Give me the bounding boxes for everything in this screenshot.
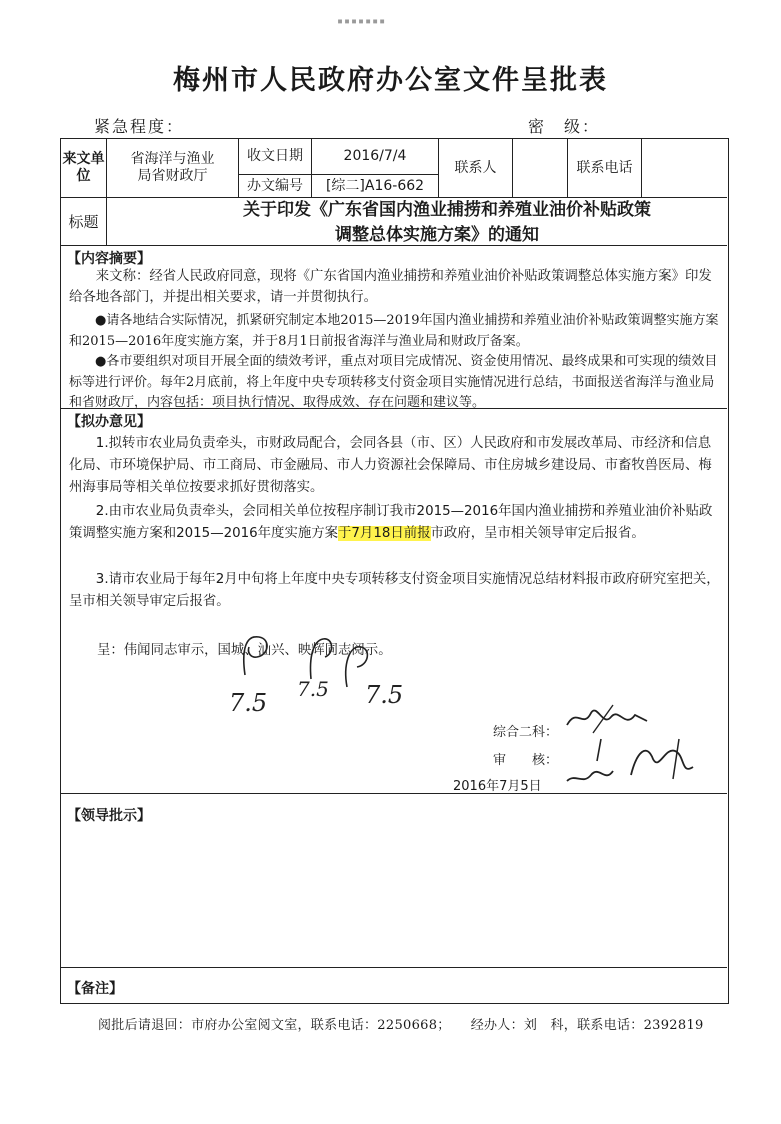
- opinion-heading: 【拟办意见】: [67, 414, 151, 430]
- opinion-paragraph-1: 1.拟转市农业局负责牵头，市财政局配合，会同各县（市、区）人民政府和市发展改革局、市经济和信息化局、市环境保护局、市工商局、市金融局、市人力资源社会保障局、市住房城乡建设局、市畜牧兽医局、梅州海事局等相关单位按要求抓好贯彻落实。: [69, 436, 712, 495]
- secrecy-label: 密 级：: [528, 117, 601, 136]
- initials-scribble-2: [331, 635, 391, 695]
- doc-no-label: 办文编号: [247, 177, 303, 194]
- subject-line-2: 调整总体实施方案》的通知: [335, 225, 539, 245]
- circulate-note: 呈：伟闻同志审示，国城、汕兴、映辉同志阅示。: [97, 643, 392, 658]
- phone-value: [642, 139, 727, 197]
- contact-value: [513, 139, 567, 197]
- reviewer-signature: [561, 731, 711, 791]
- opinion-paragraph-2: [69, 501, 723, 545]
- remarks-heading: 【备注】: [67, 981, 123, 997]
- footer-note: 阅批后请退回：市府办公室阅文室，联系电话：2250668； 经办人：刘 科，联系电话：2392819: [98, 1018, 704, 1033]
- top-stamp-mark: ▪▪▪▪▪▪▪: [337, 16, 387, 27]
- approval-form: [60, 138, 729, 1004]
- leader-heading: 【领导批示】: [67, 808, 151, 824]
- subject-title: [107, 198, 727, 245]
- page-title: 梅州市人民政府办公室文件呈批表: [173, 65, 608, 96]
- opinion-p2-text: 2.由市农业局负责牵头，会同相关单位按程序制订我市2015—2016年国内渔业捕捞和养殖业油价补贴政策调整实施方案和2015—2016年度实施方案: [69, 504, 713, 541]
- summary-heading: 【内容摘要】: [67, 251, 151, 267]
- department-label: 综合二科：: [493, 725, 559, 740]
- phone-label: 联系电话: [576, 159, 633, 176]
- review-label: 审 核：: [493, 753, 559, 768]
- opinion-p2-tail: 市政府，呈市相关领导审定后报省。: [430, 526, 645, 541]
- subject-line-1: 关于印发《广东省国内渔业捕捞和养殖业油价补贴政策: [243, 200, 651, 220]
- hand-mark-1: 7.5: [229, 689, 268, 717]
- summary-paragraph-2: ●请各地结合实际情况，抓紧研究制定本地2015—2019年国内渔业捕捞和养殖业油价补贴政策调整实施方案和2015—2016年度实施方案，并于8月1日前报省海洋与渔业局和财政厅备案。: [69, 313, 719, 349]
- hand-mark-3: 7.5: [365, 681, 404, 709]
- summary-paragraph-1: 来文称：经省人民政府同意，现将《广东省国内渔业捕捞和养殖业油价补贴政策调整总体实施方案》印发给各地各部门，并提出相关要求，请一并贯彻执行。: [69, 269, 712, 305]
- hand-mark-2: 7.5: [297, 677, 329, 701]
- approval-date: 2016年7月5日: [453, 779, 542, 794]
- subject-label: 标题: [68, 212, 99, 231]
- date-label: 收文日期: [247, 148, 303, 165]
- date-value: 2016/7/4: [343, 148, 407, 165]
- contact-label: 联系人: [454, 159, 497, 176]
- doc-no-value: [综二]A16-662: [325, 177, 425, 194]
- source-label: 来文单位: [62, 151, 105, 184]
- source-value: 省海洋与渔业局省财政厅: [130, 151, 215, 184]
- opinion-paragraph-3: 3.请市农业局于每年2月中旬将上年度中央专项转移支付资金项目实施情况总结材料报市政府研究室把关，呈市相关领导审定后报省。: [69, 572, 720, 609]
- urgency-label: 紧急程度：: [94, 117, 185, 136]
- deadline-highlight: 于7月18日前报: [338, 526, 431, 541]
- summary-paragraph-3: ●各市要组织对项目开展全面的绩效考评，重点对项目完成情况、资金使用情况、最终成果和可实现的绩效目标等进行评价。每年2月底前，将上年度中央专项转移支付资金项目实施情况进行总结，书面报送省海洋与渔业局和省财政厅，内容包括：项目执行情况、取得成效、存在问题和建议等。: [69, 354, 718, 410]
